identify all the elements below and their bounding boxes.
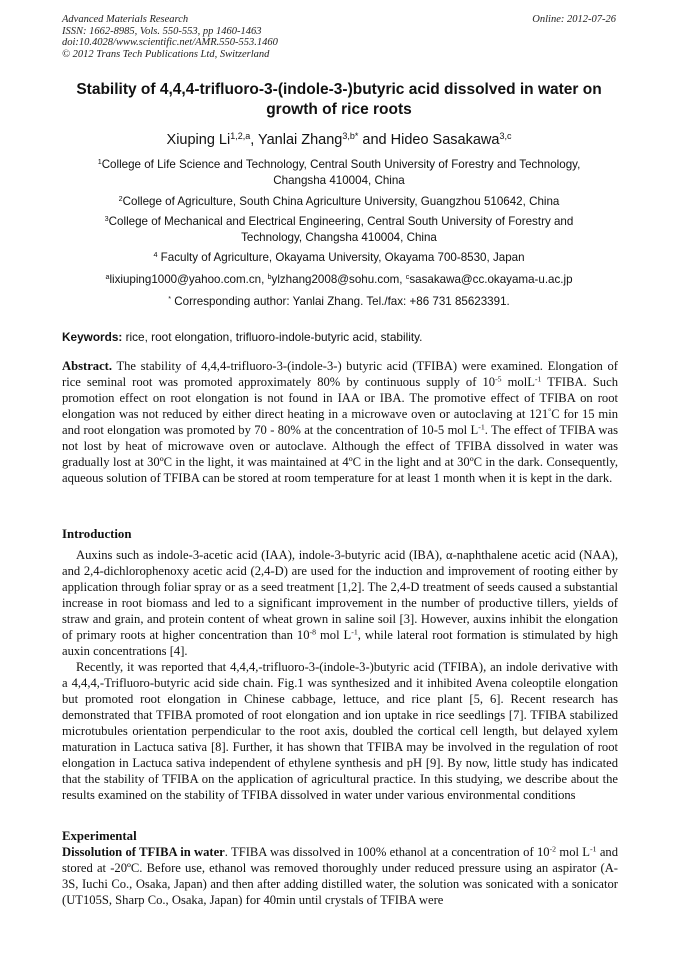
introduction-body <box>62 547 618 803</box>
affiliation-text: College of Agriculture, South China Agriculture University, Guangzhou 510642, China <box>122 195 560 208</box>
abstract <box>62 358 618 486</box>
paragraph-text: and stored at -20ºC. Before use, ethanol was removed thoroughly under reduced pressure using an aspirator (A-3S, Iuchi Co., Osaka, Japan) and then after adding distilled water, the solution was sonicated with a sonicator (UT105S, Sharp Co., Osaka, Japan) for 40min until crystals of TFIBA were <box>62 845 618 907</box>
superscript: -1 <box>590 844 597 854</box>
affiliation-2 <box>70 194 608 210</box>
keywords-label: Keywords: <box>62 330 123 344</box>
doi-line: doi:10.4028/www.scientific.net/AMR.550-553.1460 <box>62 37 278 48</box>
superscript: -2 <box>549 844 557 854</box>
copyright-line: © 2012 Trans Tech Publications Ltd, Switzerland <box>62 48 270 60</box>
paragraph <box>62 844 618 908</box>
author-list <box>58 130 620 150</box>
title-line-2: growth of rice roots <box>266 101 412 118</box>
corresponding-mark: * <box>168 294 172 304</box>
journal-name: Advanced Materials Research <box>62 14 189 25</box>
superscript: -1 <box>534 374 542 384</box>
experimental-heading: Experimental <box>62 829 137 843</box>
journal-header <box>62 14 616 60</box>
affiliation-text: Technology, Changsha 410004, China <box>241 230 437 244</box>
superscript: -1 <box>478 422 485 432</box>
corresponding-author <box>70 294 608 310</box>
superscript: -8 <box>309 627 316 637</box>
paper-title <box>58 80 620 120</box>
abstract-text: C for 15 min and root elongation was promoted by 70 - 80% at the concentration of 10-5 mol L <box>62 407 618 437</box>
author-separator: and <box>358 132 391 148</box>
affiliation-mark: 2 <box>118 194 123 204</box>
subsection-label: Dissolution of TFIBA in water <box>62 845 225 859</box>
title-line-1: Stability of 4,4,4-trifluoro-3-(indole-3-)butyric acid dissolved in water on <box>76 81 602 98</box>
abstract-text: molL <box>501 375 535 389</box>
email-address: lixiuping1000@yahoo.com.cn, <box>109 273 268 286</box>
email-mark: b <box>267 272 272 282</box>
author-affiliation-mark: 3,b* <box>342 131 359 142</box>
author-affiliation-mark: 3,c <box>499 131 512 142</box>
email-line <box>70 272 608 288</box>
author-separator: , <box>250 132 258 148</box>
affiliation-1 <box>70 157 608 188</box>
email-mark: a <box>105 272 110 282</box>
abstract-label: Abstract. <box>62 359 113 373</box>
superscript: -1 <box>351 627 358 637</box>
affiliation-text: Changsha 410004, China <box>273 173 405 187</box>
paragraph-text: , while lateral root formation is stimulated by high auxin concentrations [4]. <box>62 628 618 658</box>
keywords <box>62 330 618 345</box>
email-address: sasakawa@cc.okayama-u.ac.jp <box>409 273 573 286</box>
introduction-heading: Introduction <box>62 527 132 541</box>
paragraph: Recently, it was reported that 4,4,4,-trifluoro-3-(indole-3-)butyric acid (TFIBA), an indole derivative with a 4,4,4,-Trifluoro-butyric acid side chain. Fig.1 was synthesized and it inhibited Avena coleoptile elongation but promoted root elongation in Chinese cabbage, lettuce, and rice plant [5, 6]. Recent research has demonstrated that TFIBA promoted of root elongation and ion uptake in rice seedlings [7]. TFIBA stabilized microtubules orientation perpendicular to the root axis, doubled the cortical cell length, but delayed xylem maturation in Lactuca sativa [8]. Further, it has shown that TFIBA may be involved in the regulation of root elongation in Lactuca sativa independent of ethylene synthesis and pH [9]. By now, little study has indicated that the stability of TFIBA on the application of agricultural practice. In this studying, we describe about the results examined on the stability of TFIBA dissolved in water under various environmental conditions <box>62 660 618 802</box>
affiliation-text: Faculty of Agriculture, Okayama University, Okayama 700-8530, Japan <box>157 251 525 264</box>
affiliation-mark: 3 <box>104 214 109 224</box>
abstract-text: The stability of 4,4,4-trifluoro-3-(indole-3-) butyric acid (TFIBA) were examined. Elongation of rice seminal root was promoted approximately 80% by continuous supply of 10 <box>62 359 618 389</box>
online-date: Online: 2012-07-26 <box>532 14 616 25</box>
superscript: ° <box>548 406 552 416</box>
paragraph-text: mol L <box>556 845 590 859</box>
affiliation-text: College of Life Science and Technology, Central South University of Forestry and Technology, <box>101 158 581 171</box>
affiliation-mark: 4 <box>153 250 158 260</box>
paragraph-text: . TFIBA was dissolved in 100% ethanol at a concentration of 10 <box>224 845 550 859</box>
affiliation-4 <box>70 250 608 266</box>
abstract-text: TFIBA. Such promotion effect on root elongation is not found in IAA or IBA. The promotive effect of TFIBA on root elongation was not reduced by either direct heating in a microwave oven or autoclaving at 121 <box>62 375 618 421</box>
author-name: Hideo Sasakawa <box>390 132 500 148</box>
experimental-body <box>62 844 618 908</box>
author-name: Yanlai Zhang <box>258 132 343 148</box>
paragraph-text: Auxins such as indole-3-acetic acid (IAA), indole-3-butyric acid (IBA), α-naphthalene acetic acid (NAA), and 2,4-dichlorophenoxy acetic acid (2,4-D) are used for the induction and improvement of rooting either by application through foliar spray or as a seed treatment [1,2]. The 2,4-D treatment of seeds caused a substantial increase in root biomass and led to a significant improvement in the number of productive tillers, yields of straw and grain, and protein content of wheat grown in saline soil [3]. However, auxins inhibit the elongation of primary roots at higher concentration than 10 <box>62 548 618 642</box>
corresponding-text: Corresponding author: Yanlai Zhang. Tel./fax: +86 731 85623391. <box>171 295 510 308</box>
email-address: ylzhang2008@sohu.com, <box>271 273 406 286</box>
affiliation-3 <box>70 214 608 245</box>
affiliation-mark: 1 <box>97 157 102 167</box>
superscript: -5 <box>495 374 502 384</box>
paragraph <box>62 547 618 659</box>
keywords-text: rice, root elongation, trifluoro-indole-butyric acid, stability. <box>122 330 423 344</box>
paragraph-text: mol L <box>316 628 352 642</box>
email-mark: c <box>405 272 410 282</box>
abstract-text: . The effect of TFIBA was not lost by heat of microwave oven or autoclave. Although the effect of TFIBA dissolved in water was gradually lost at 30ºC in the light, it was maintained at 4ºC in the light and at 30ºC in the dark. Consequently, aqueous solution of TFIBA can be stored at room temperature for at least 1 month when it is kept in the dark. <box>62 423 618 485</box>
author-name: Xiuping Li <box>166 132 231 148</box>
issn-line: ISSN: 1662-8985, Vols. 550-553, pp 1460-1463 <box>62 25 262 37</box>
author-affiliation-mark: 1,2,a <box>230 131 251 142</box>
affiliation-text: College of Mechanical and Electrical Engineering, Central South University of Forestry and <box>108 215 574 228</box>
